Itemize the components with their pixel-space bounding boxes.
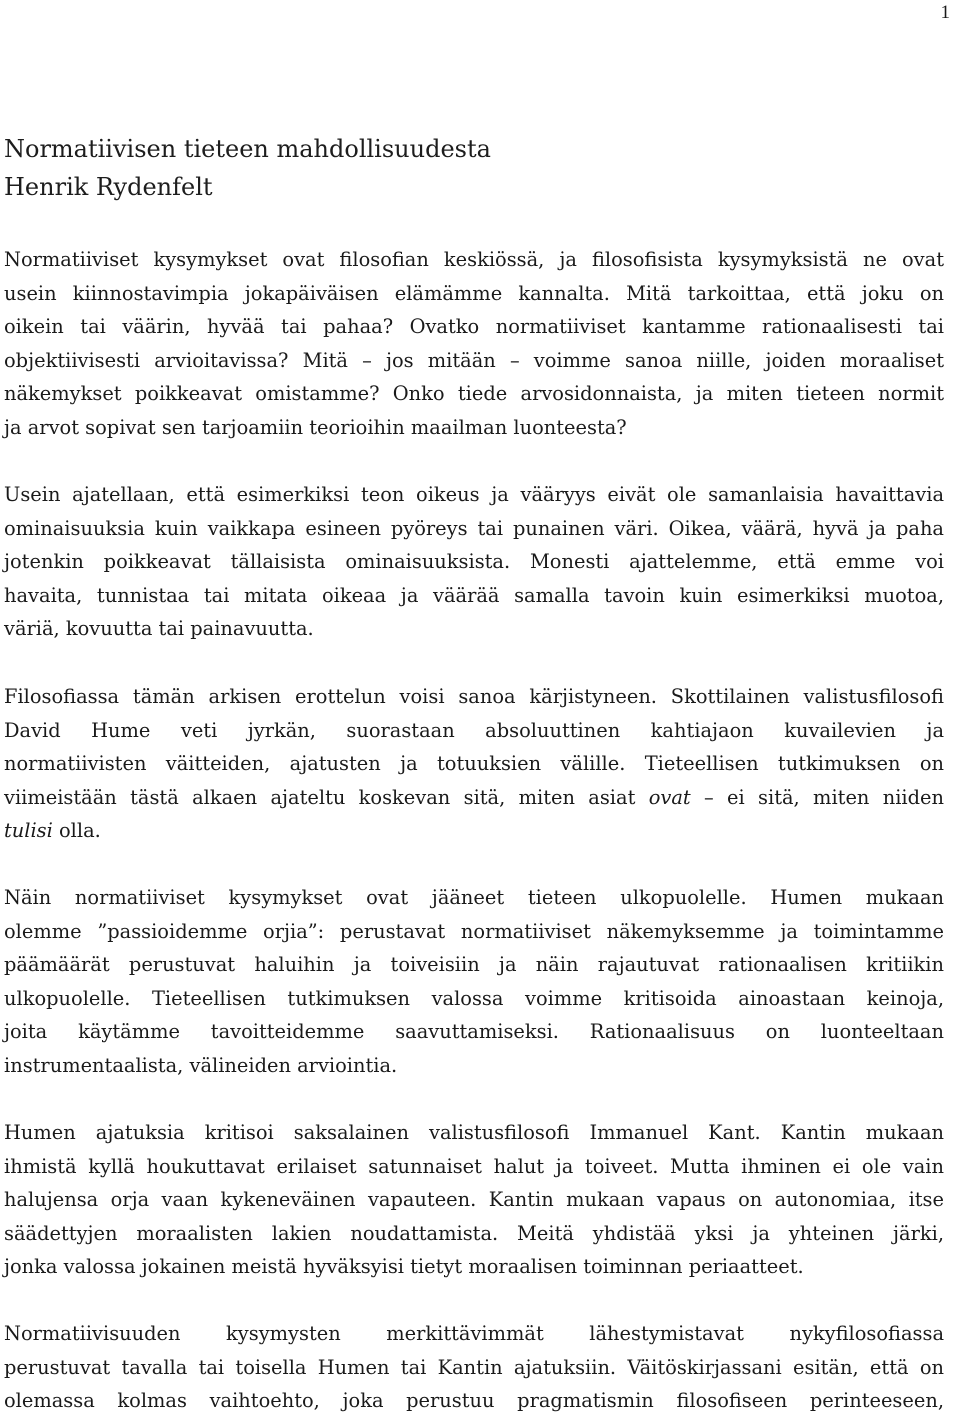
paragraph-5	[4, 1116, 944, 1284]
emphasis-tulisi: tulisi	[4, 819, 53, 842]
paragraph-line: normatiivisten väitteiden, ajatusten ja totuuksien välille. Tieteellisen tutkimuksen on	[4, 752, 944, 775]
author-name: Henrik Rydenfelt	[4, 173, 213, 201]
paragraph-line: Humen ajatuksia kritisoi saksalainen valistusfilosofi Immanuel Kant. Kantin mukaan	[4, 1121, 944, 1144]
paragraph-line-with-emphasis	[4, 781, 944, 815]
title-block	[4, 130, 491, 206]
paragraph-line: oikein tai väärin, hyvää tai pahaa? Ovatko normatiiviset kantamme rationaalisesti tai	[4, 315, 944, 338]
paragraph-line: havaita, tunnistaa tai mitata oikeaa ja väärää samalla tavoin kuin esimerkiksi muotoa,	[4, 583, 944, 607]
paragraph-line: jotenkin poikkeavat tällaisista ominaisuuksista. Monesti ajattelemme, että emme voi	[4, 550, 944, 573]
paragraph-line: näkemykset poikkeavat omistamme? Onko tiede arvosidonnaista, ja miten tieteen normit	[4, 382, 944, 405]
paragraph-2	[4, 478, 944, 646]
paragraph-line: David Hume veti jyrkän, suorastaan absoluuttinen kahtiajaon kuvailevien ja	[4, 718, 944, 742]
paragraph-line: perustuvat tavalla tai toisella Humen tai Kantin ajatuksiin. Väitöskirjassani esitän, että on	[4, 1355, 944, 1379]
paragraph-line: Filosofiassa tämän arkisen erottelun voisi sanoa kärjistyneen. Skottilainen valistusfilosofi	[4, 685, 944, 708]
paragraph-3	[4, 680, 944, 848]
paragraph-6	[4, 1317, 944, 1418]
emphasis-ovat: ovat	[648, 785, 691, 809]
text-run: – ei sitä, miten niiden	[690, 785, 945, 809]
paragraph-line: halujensa orja vaan kykeneväinen vapauteen. Kantin mukaan vapaus on autonomiaa, itse	[4, 1188, 944, 1211]
paragraph-line: joita käytämme tavoitteidemme saavuttamiseksi. Rationaalisuus on luonteeltaan	[4, 1020, 944, 1043]
paragraph-line: Näin normatiiviset kysymykset ovat jääneet tieteen ulkopuolelle. Humen mukaan	[4, 886, 944, 909]
paragraph-line: olemassa kolmas vaihtoehto, joka perustuu pragmatismin filosofiseen perinteeseen,	[4, 1389, 944, 1412]
page-number: 1	[940, 2, 950, 23]
paragraph-line: ihmistä kyllä houkuttavat erilaiset satunnaiset halut ja toiveet. Mutta ihminen ei ole vain	[4, 1154, 944, 1178]
document-title: Normatiivisen tieteen mahdollisuudesta	[4, 135, 491, 163]
paragraph-line: ja arvot sopivat sen tarjoamiin teorioihin maailman luonteesta?	[4, 415, 627, 439]
paragraph-line: usein kiinnostavimpia jokapäiväisen elämämme kannalta. Mitä tarkoittaa, että joku on	[4, 281, 944, 305]
paragraph-line: Normatiiviset kysymykset ovat filosofian keskiössä, ja filosofisista kysymyksistä ne ovat	[4, 248, 944, 271]
text-run: olla.	[52, 819, 101, 842]
paragraph-line: instrumentaalista, välineiden arviointia.	[4, 1053, 398, 1077]
paragraph-line: ominaisuuksia kuin vaikkapa esineen pyöreys tai punainen väri. Oikea, väärä, hyvä ja paha	[4, 516, 944, 540]
paragraph-line: ulkopuolelle. Tieteellisen tutkimuksen valossa voimme kritisoida ainoastaan keinoja,	[4, 986, 944, 1010]
paragraph-1	[4, 243, 944, 444]
paragraph-line: Usein ajatellaan, että esimerkiksi teon oikeus ja vääryys eivät ole samanlaisia havaittavia	[4, 483, 944, 506]
paragraph-line: olemme ”passioidemme orjia”: perustavat normatiiviset näkemyksemme ja toimintamme	[4, 919, 944, 943]
paragraph-line: jonka valossa jokainen meistä hyväksyisi tietyt moraalisen toiminnan periaatteet.	[4, 1255, 804, 1278]
text-run: viimeistään tästä alkaen ajateltu koskevan sitä, miten asiat	[4, 785, 649, 809]
paragraph-line: väriä, kovuutta tai painavuutta.	[4, 617, 314, 640]
paragraph-line: objektiivisesti arvioitavissa? Mitä – jos mitään – voimme sanoa niille, joiden moraaliset	[4, 348, 944, 372]
paragraph-line: säädettyjen moraalisten lakien noudattamista. Meitä yhdistää yksi ja yhteinen järki,	[4, 1221, 944, 1245]
paragraph-line: päämäärät perustuvat haluihin ja toiveisiin ja näin rajautuvat rationaalisen kritiikin	[4, 953, 944, 976]
paragraph-4	[4, 881, 944, 1082]
paragraph-line-with-emphasis	[4, 814, 944, 848]
paragraph-line: Normatiivisuuden kysymysten merkittävimmät lähestymistavat nykyfilosofiassa	[4, 1322, 944, 1345]
